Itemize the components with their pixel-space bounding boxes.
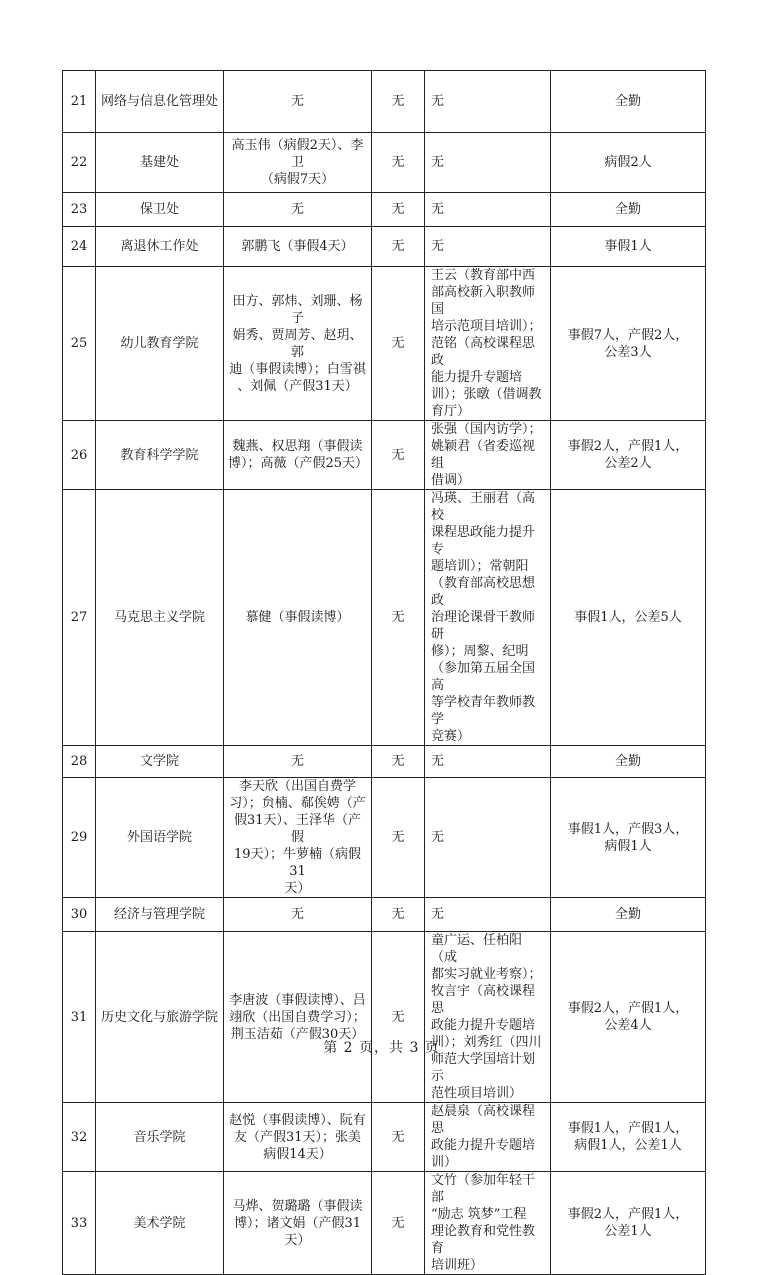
table-row [63, 1103, 706, 1172]
leave-details-cell: 无 [224, 193, 372, 227]
leave-details-cell: 赵悦（事假读博）、阮有 友（产假31天）；张美 病假14天） [224, 1103, 372, 1172]
leave-details-cell: 李唐波（事假读博）、吕 翊欣（出国自费学习）； 荆玉洁茹（产假30天） [224, 932, 372, 1103]
department-cell: 网络与信息化管理处 [96, 71, 224, 133]
summary-cell: 全勤 [551, 746, 706, 778]
summary-cell: 事假2人，产假1人， 公差1人 [551, 1172, 706, 1275]
leave-details-cell: 慕健（事假读博） [224, 490, 372, 746]
column-4-cell: 无 [372, 1172, 425, 1275]
table-row [63, 421, 706, 490]
row-number-cell: 26 [63, 421, 96, 490]
column-4-cell: 无 [372, 193, 425, 227]
table-row [63, 71, 706, 133]
column-4-cell: 无 [372, 746, 425, 778]
business-trip-cell: 无 [425, 746, 551, 778]
row-number-cell: 22 [63, 133, 96, 193]
summary-cell: 事假2人，产假1人， 公差4人 [551, 932, 706, 1103]
summary-cell: 病假2人 [551, 133, 706, 193]
column-4-cell: 无 [372, 490, 425, 746]
leave-details-cell: 高玉伟（病假2天）、李卫 （病假7天） [224, 133, 372, 193]
table-row [63, 932, 706, 1103]
leave-details-cell: 无 [224, 71, 372, 133]
department-cell: 幼儿教育学院 [96, 267, 224, 421]
leave-details-cell: 无 [224, 746, 372, 778]
table-row [63, 746, 706, 778]
leave-details-cell: 李天欣（出国自费学 习）；贠楠、郗俟娉（产 假31天）、王泽华（产假 19天）；牛萝楠（病假31 天） [224, 778, 372, 898]
department-cell: 基建处 [96, 133, 224, 193]
row-number-cell: 33 [63, 1172, 96, 1275]
leave-details-cell: 田方、郭炜、刘珊、杨子 娟秀、贾周芳、赵玥、郭 迪（事假读博）；白雪祺 、刘佩（产假31天） [224, 267, 372, 421]
department-cell: 离退休工作处 [96, 227, 224, 267]
column-4-cell: 无 [372, 898, 425, 932]
column-4-cell: 无 [372, 778, 425, 898]
table-row [63, 193, 706, 227]
department-cell: 马克思主义学院 [96, 490, 224, 746]
summary-cell: 事假1人，产假3人， 病假1人 [551, 778, 706, 898]
table-row [63, 133, 706, 193]
row-number-cell: 28 [63, 746, 96, 778]
business-trip-cell: 文竹（参加年轻干部 “励志 筑梦”工程 理论教育和党性教育 培训班） [425, 1172, 551, 1275]
table-row [63, 898, 706, 932]
leave-details-cell: 无 [224, 898, 372, 932]
table-row [63, 267, 706, 421]
column-4-cell: 无 [372, 133, 425, 193]
department-cell: 美术学院 [96, 1172, 224, 1275]
table-row [63, 1172, 706, 1275]
summary-cell: 事假1人 [551, 227, 706, 267]
row-number-cell: 25 [63, 267, 96, 421]
business-trip-cell: 冯瑛、王丽君（高校 课程思政能力提升专 题培训）；常朝阳 （教育部高校思想政 治理论课骨干教师研 修）；周黎、纪明 （参加第五届全国高 等学校青年教师教学 竞赛） [425, 490, 551, 746]
row-number-cell: 32 [63, 1103, 96, 1172]
leave-details-cell: 魏燕、权思翔（事假读 博）；高薇（产假25天） [224, 421, 372, 490]
summary-cell: 全勤 [551, 193, 706, 227]
page-footer: 第 2 页，共 3 页 [323, 1040, 440, 1056]
business-trip-cell: 童广运、任柏阳（成 都实习就业考察）； 牧言宇（高校课程思 政能力提升专题培 训）；刘秀红（四川 师范大学国培计划示 范性项目培训） [425, 932, 551, 1103]
business-trip-cell: 张强（国内访学）； 姚颖君（省委巡视组 借调） [425, 421, 551, 490]
department-cell: 保卫处 [96, 193, 224, 227]
attendance-table [62, 70, 706, 1275]
row-number-cell: 29 [63, 778, 96, 898]
summary-cell: 事假1人，产假1人， 病假1人，公差1人 [551, 1103, 706, 1172]
column-4-cell: 无 [372, 1103, 425, 1172]
business-trip-cell: 无 [425, 133, 551, 193]
attendance-table-body [63, 71, 706, 1275]
department-cell: 历史文化与旅游学院 [96, 932, 224, 1103]
business-trip-cell: 无 [425, 227, 551, 267]
column-4-cell: 无 [372, 932, 425, 1103]
business-trip-cell: 王云（教育部中西 部高校新入职教师国 培示范项目培训）； 范铭（高校课程思政 能力提升专题培 训）；张暾（借调教 育厅） [425, 267, 551, 421]
summary-cell: 全勤 [551, 71, 706, 133]
business-trip-cell: 无 [425, 778, 551, 898]
business-trip-cell: 赵晨泉（高校课程思 政能力提升专题培 训） [425, 1103, 551, 1172]
business-trip-cell: 无 [425, 898, 551, 932]
row-number-cell: 24 [63, 227, 96, 267]
summary-cell: 事假2人，产假1人， 公差2人 [551, 421, 706, 490]
table-row [63, 778, 706, 898]
leave-details-cell: 马烨、贺璐璐（事假读 博）；诸文娟（产假31 天） [224, 1172, 372, 1275]
table-row [63, 490, 706, 746]
column-4-cell: 无 [372, 421, 425, 490]
summary-cell: 全勤 [551, 898, 706, 932]
summary-cell: 事假7人，产假2人， 公差3人 [551, 267, 706, 421]
department-cell: 音乐学院 [96, 1103, 224, 1172]
row-number-cell: 27 [63, 490, 96, 746]
row-number-cell: 23 [63, 193, 96, 227]
row-number-cell: 30 [63, 898, 96, 932]
business-trip-cell: 无 [425, 193, 551, 227]
department-cell: 经济与管理学院 [96, 898, 224, 932]
summary-cell: 事假1人，公差5人 [551, 490, 706, 746]
table-row [63, 227, 706, 267]
department-cell: 教育科学学院 [96, 421, 224, 490]
leave-details-cell: 郭鹏飞（事假4天） [224, 227, 372, 267]
department-cell: 文学院 [96, 746, 224, 778]
column-4-cell: 无 [372, 267, 425, 421]
row-number-cell: 31 [63, 932, 96, 1103]
column-4-cell: 无 [372, 71, 425, 133]
column-4-cell: 无 [372, 227, 425, 267]
department-cell: 外国语学院 [96, 778, 224, 898]
business-trip-cell: 无 [425, 71, 551, 133]
row-number-cell: 21 [63, 71, 96, 133]
